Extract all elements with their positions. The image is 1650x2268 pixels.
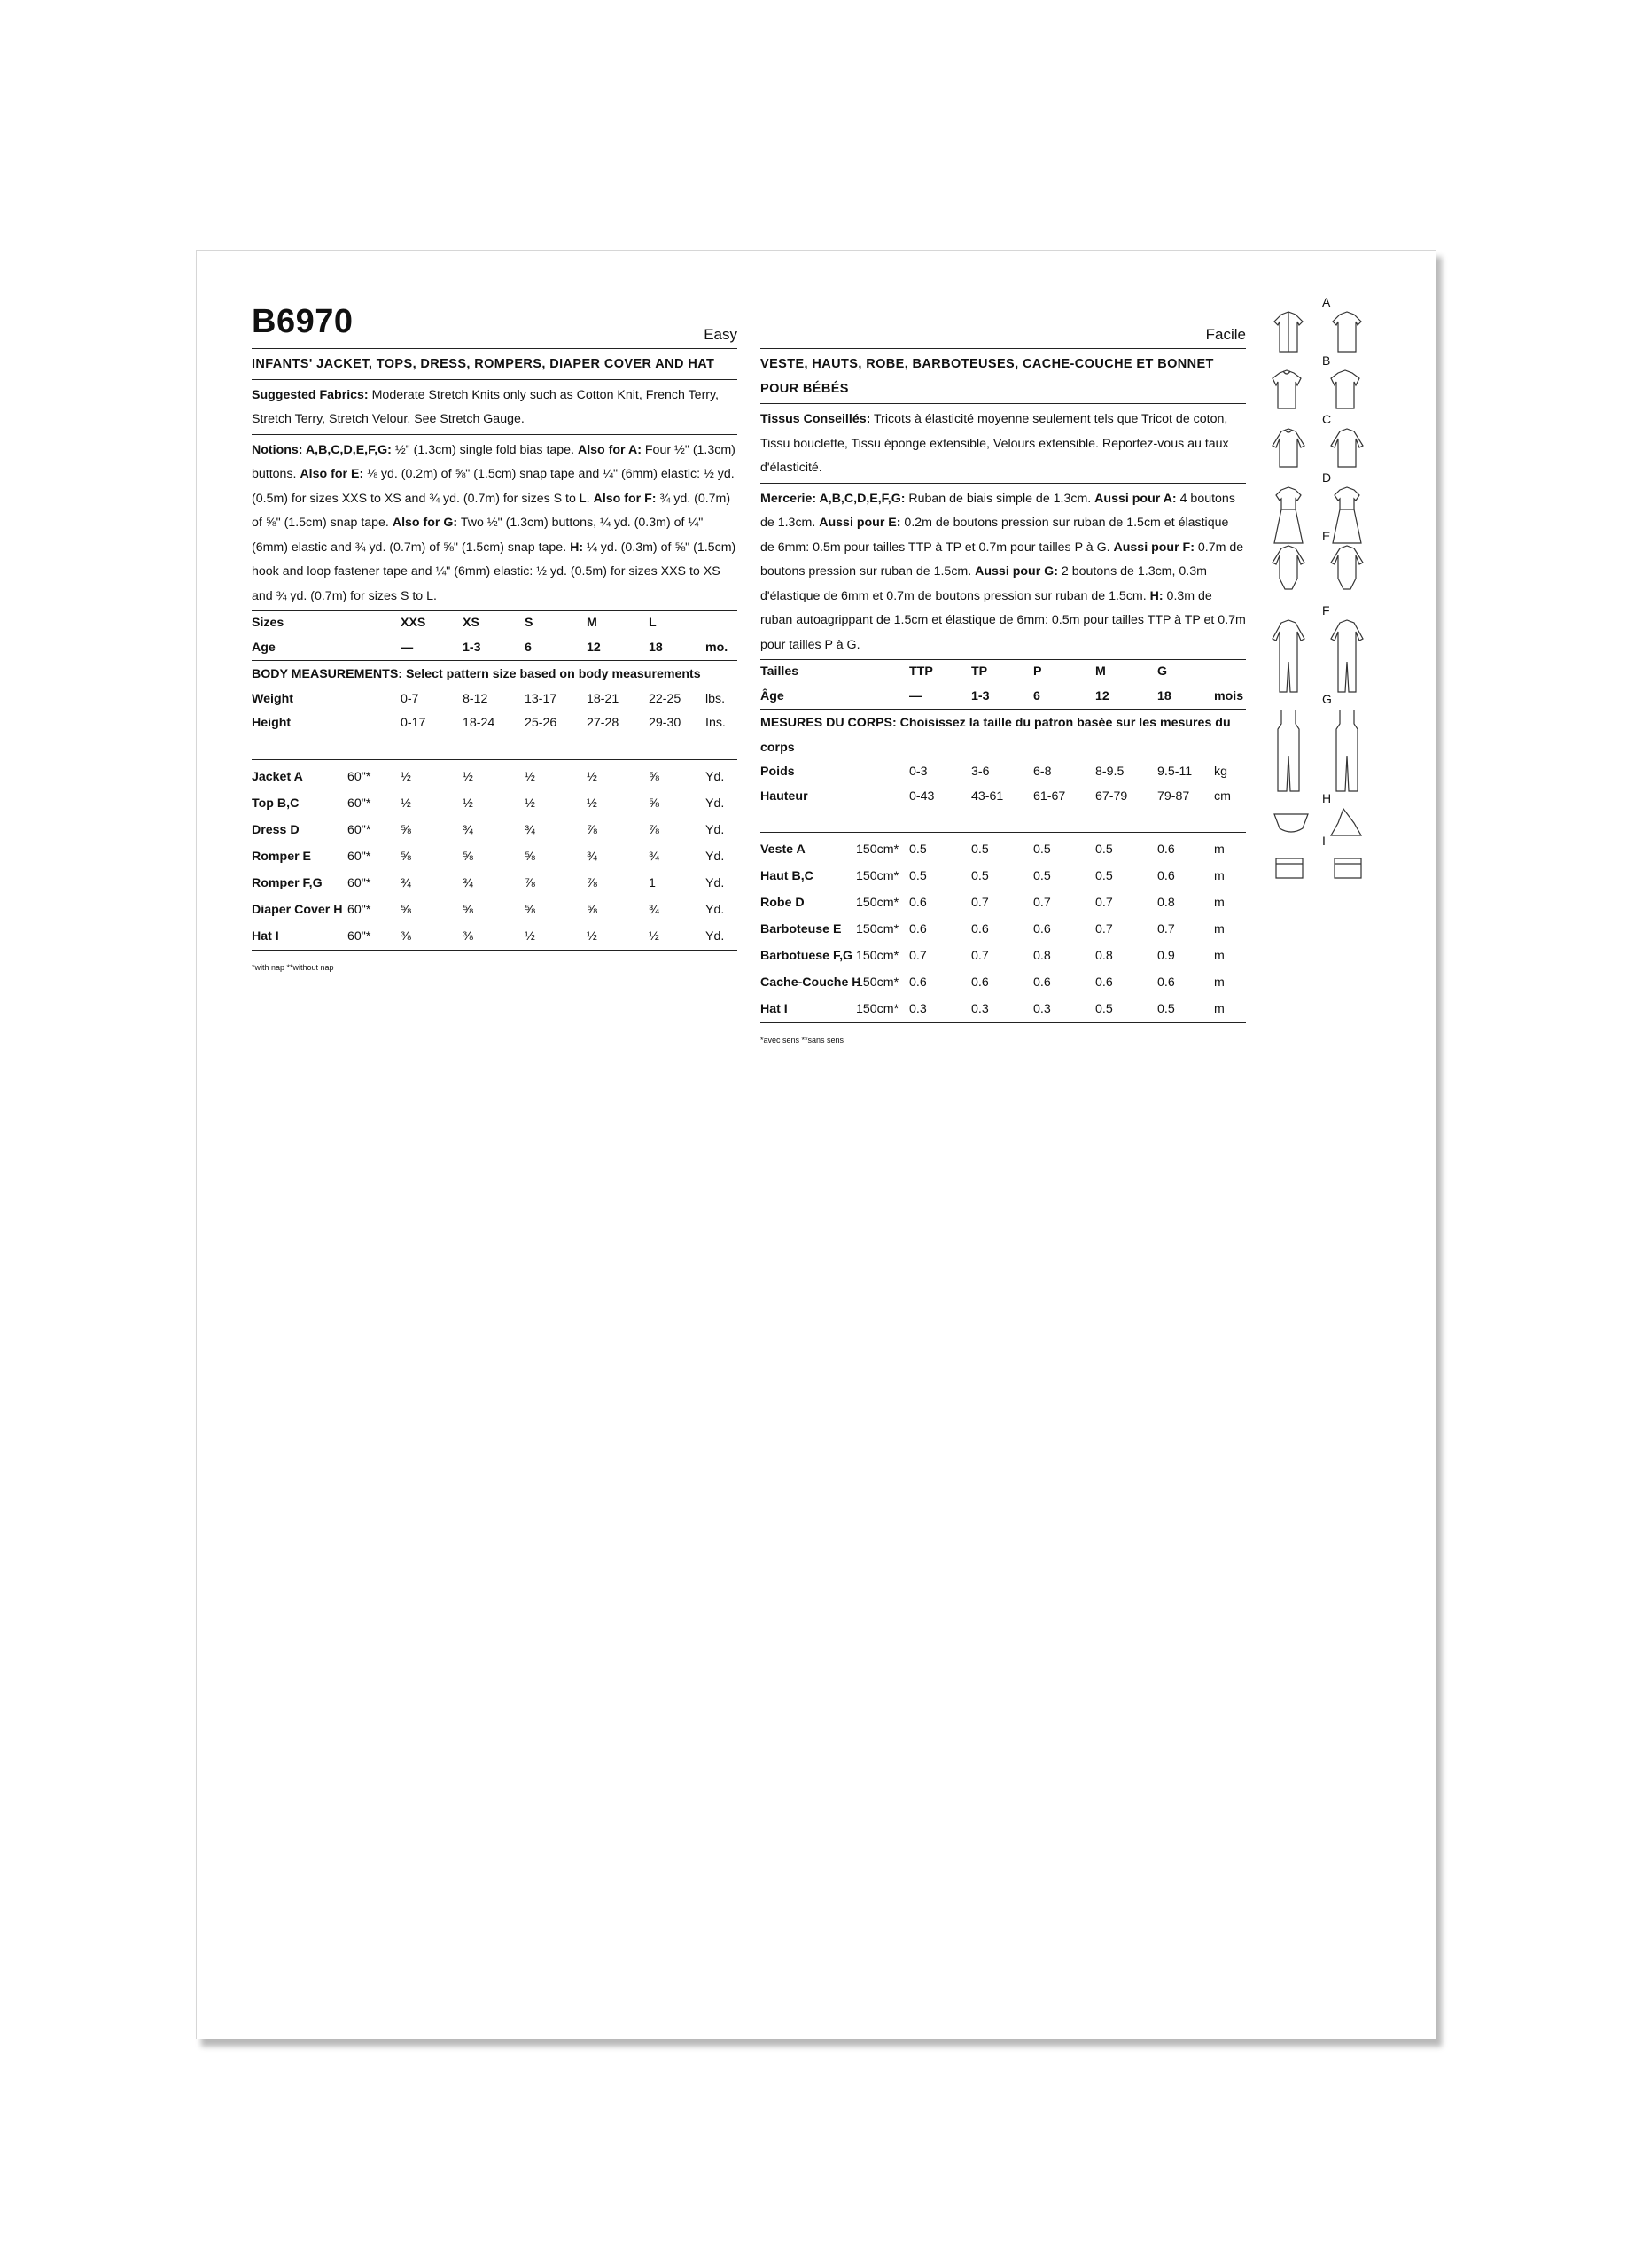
weight-cell: 8-9.5 [1095,765,1125,779]
yardage-unit: Yd. [705,796,725,811]
weight-cell: 0-7 [401,691,419,706]
height-cell: 67-79 [1095,788,1128,804]
yardage-cell: 0.5 [1095,869,1113,883]
also-g-label: Also for G: [392,516,458,530]
also-g-text: Two ½" (1.3cm) buttons, ¼ yd. (0.3m) of ¼" (6mm) elastic and ¾ yd. (0.7m) of ⅝" (1.5cm) snap tape. [252,516,704,555]
fabric-width: 150cm* [856,843,899,857]
yardage-cell: ⅞ [587,875,597,890]
jacket-icon [1269,309,1379,355]
header [252,302,737,349]
yardage-unit: m [1214,922,1225,936]
yardage-unit: Yd. [705,849,725,864]
height-cell: 61-67 [1033,788,1066,804]
also-e-text: ⅛ yd. (0.2m) of ⅝" (1.5cm) snap tape and ¼" (6mm) elastic: ½ yd. (0.5m) for sizes XXS to XS and ¾ yd. (0.7m) for sizes S to L. [252,467,735,506]
yardage-cell: 0.5 [971,869,989,883]
height-cell: 0-17 [401,716,426,730]
view-c [1269,412,1402,476]
fabric-width: 150cm* [856,869,899,883]
age-cell: 6 [525,640,532,655]
garment-name: Dress D [252,822,300,837]
yardage-cell: 0.6 [971,975,989,990]
garment-name: Romper F,G [252,875,323,890]
header [760,302,1246,349]
yardage-cell: ½ [587,769,597,784]
fabric-width: 60"* [347,822,371,837]
view-thumbnails [1269,295,1402,882]
fabrics-text: Tricots à élasticité moyenne seulement tels que Tricot de coton, Tissu bouclette, Tissu éponge extensible, Velours extensible. Reportez-vous au taux d'élasticité. [760,412,1229,475]
yardage-cell: ½ [587,923,649,951]
divider [760,809,1246,833]
age-row [252,636,737,661]
view-letter: A [1322,295,1331,309]
weight-unit: lbs. [705,691,726,706]
also-e-text: 0.2m de boutons pression sur ruban de 1.5cm et élastique de 6mm: 0.5m pour tailles TTP à TP et 0.7m pour tailles P à G. [760,516,1229,555]
yardage-cell: ¾ [525,822,535,837]
footnote: *with nap **without nap [252,962,334,972]
view-letter: B [1322,353,1331,368]
yardage-cell: ⅜ [401,923,463,951]
yardage-cell: 0.6 [909,975,927,990]
body-measurements-heading: MESURES DU CORPS: Choisissez la taille du patron basée sur les mesures du corps [760,709,1246,760]
yardage-cell: ⅞ [525,875,535,890]
divider [252,434,737,435]
pattern-title: VESTE, HAUTS, ROBE, BARBOTEUSES, CACHE-COUCHE ET BONNET POUR BÉBÉS [760,349,1246,404]
garment-name: Jacket A [252,769,303,784]
tshirt-icon [1269,368,1379,414]
view-letter: C [1322,412,1332,426]
age-cell: — [401,640,414,655]
hat-icon [1269,848,1379,883]
weight-label: Poids [760,765,795,779]
fabric-width: 60"* [347,769,371,784]
view-letter: H [1322,791,1332,805]
yardage-cell: ⅝ [525,849,535,864]
garment-name: Hat I [252,923,347,951]
height-cell: 43-61 [971,788,1004,804]
age-unit: mois [1214,688,1244,703]
yardage-cell: 0.5 [971,843,989,857]
height-label: Height [252,716,292,730]
size-cell: TTP [909,664,933,679]
view-b [1269,353,1402,417]
age-cell: 12 [587,640,601,655]
bodysuit-icon [1269,543,1379,596]
yardage-cell: 0.6 [1033,922,1051,936]
overalls-icon [1269,706,1379,798]
notions-text: ½" (1.3cm) single fold bias tape. [391,442,578,457]
view-letter: D [1322,470,1332,485]
garment-name: Haut B,C [760,869,813,883]
also-f-label: Aussi pour F: [1113,540,1195,555]
yardage-cell: 0.7 [909,949,927,963]
yardage-cell: 0.5 [1033,869,1051,883]
yardage-table [760,836,1246,1023]
view-d [1269,470,1402,534]
age-cell: 18 [1157,688,1171,703]
also-f-text: ¾ yd. (0.7m) of ⅝" (1.5cm) snap tape. [252,491,731,530]
age-cell: 1-3 [463,640,481,655]
divider [760,483,1246,484]
yardage-unit: m [1214,843,1225,857]
yardage-cell: 0.5 [909,843,927,857]
fabric-width: 60"* [347,902,371,917]
yardage-cell: ½ [587,796,597,811]
yardage-cell: ⅞ [587,822,597,837]
yardage-cell: ½ [401,796,411,811]
fabric-width: 150cm* [856,996,909,1023]
yardage-cell: ¾ [463,875,473,890]
yardage-cell: 0.7 [1033,896,1051,910]
height-cell: 25-26 [525,716,557,730]
view-i [1269,834,1402,882]
yardage-table [252,764,737,951]
body-measurements-heading: BODY MEASUREMENTS: Select pattern size based on body measurements [252,660,737,687]
garment-name: Barboteuse E [760,922,842,936]
yardage-unit: Yd. [705,902,725,917]
garment-name: Top B,C [252,796,300,811]
garment-name: Romper E [252,849,312,864]
yardage-cell: 0.3 [1033,996,1095,1023]
age-label: Âge [760,688,784,703]
height-cell: 27-28 [587,716,619,730]
size-cell: S [525,616,533,630]
fabrics-text: Moderate Stretch Knits only such as Cotton Knit, French Terry, Stretch Terry, Stretch Velour. See Stretch Gauge. [252,387,719,426]
weight-cell: 9.5-11 [1157,765,1193,779]
view-f [1269,603,1402,697]
height-label: Hauteur [760,788,808,804]
view-e [1269,529,1402,609]
yardage-cell: 0.8 [1095,949,1113,963]
yardage-cell: 0.5 [1033,843,1051,857]
yardage-unit: m [1214,949,1225,963]
yardage-cell: 0.6 [1033,975,1051,990]
fabric-width: 60"* [347,923,401,951]
pattern-title: INFANTS' JACKET, TOPS, DRESS, ROMPERS, DIAPER COVER AND HAT [252,349,737,380]
view-letter: F [1322,603,1330,617]
yardage-cell: ½ [525,923,587,951]
yardage-cell: 0.6 [1157,869,1175,883]
garment-name: Barbotuese F,G [760,949,853,963]
size-cell: XXS [401,616,426,630]
yardage-cell: ½ [463,769,473,784]
pattern-sheet [196,250,1436,2039]
yardage-unit: Yd. [705,769,725,784]
weight-row [252,687,737,712]
yardage-cell: 0.7 [1095,896,1113,910]
french-column [760,302,1246,1053]
difficulty-level: Facile [1205,325,1246,343]
romper-long-icon [1269,617,1379,697]
yardage-cell: ¾ [649,902,659,917]
height-cell: 18-24 [463,716,495,730]
footnote: *avec sens **sans sens [760,1036,844,1045]
view-letter: G [1322,692,1332,706]
yardage-cell: 0.6 [1157,975,1175,990]
also-a-text: Four ½" (1.3cm) buttons. [252,442,735,481]
yardage-cell: 0.8 [1033,949,1051,963]
weight-cell: 13-17 [525,691,557,706]
pattern-number: B6970 [252,303,354,340]
also-f-text: 0.7m de boutons pression sur ruban de 1.5cm. [760,540,1244,579]
age-unit: mo. [705,640,728,655]
also-a-text: 4 boutons de 1.3cm. [760,491,1235,530]
yardage-unit: m [1214,896,1225,910]
yardage-cell: 0.5 [1095,996,1157,1023]
yardage-cell: ¾ [401,875,411,890]
age-cell: 18 [649,640,663,655]
height-unit: Ins. [705,716,726,730]
yardage-cell: ⅝ [401,849,411,864]
also-f-label: Also for F: [593,491,657,506]
divider [252,736,737,760]
fabrics-paragraph [760,408,1246,481]
age-cell: 6 [1033,688,1040,703]
view-letter: E [1322,529,1331,543]
size-cell: L [649,616,657,630]
yardage-unit: Yd. [705,875,725,890]
yardage-cell: ⅝ [649,769,659,784]
weight-cell: 22-25 [649,691,681,706]
fabric-width: 150cm* [856,896,899,910]
yardage-cell: ½ [649,923,705,951]
sizes-row [252,611,737,636]
yardage-cell: ⅝ [401,822,411,837]
height-cell: 79-87 [1157,788,1190,804]
yardage-cell: ⅝ [401,902,411,917]
yardage-cell: 0.8 [1157,896,1175,910]
yardage-unit: m [1214,869,1225,883]
fabrics-label: Tissus Conseillés: [760,412,871,426]
age-cell: 12 [1095,688,1109,703]
weight-cell: 18-21 [587,691,619,706]
notions-text: Ruban de biais simple de 1.3cm. [905,491,1095,506]
also-g-label: Aussi pour G: [975,564,1058,579]
h-label: H: [1149,588,1164,603]
notions-paragraph [760,487,1246,658]
fabric-width: 60"* [347,796,371,811]
age-row [760,685,1246,710]
age-cell: 1-3 [971,688,990,703]
yardage-cell: ½ [463,796,473,811]
sizes-label: Sizes [252,616,284,630]
fabric-width: 60"* [347,875,371,890]
yardage-cell: ¾ [649,849,659,864]
yardage-cell: ¾ [587,849,597,864]
fabric-width: 60"* [347,849,371,864]
yardage-cell: 0.7 [1157,922,1175,936]
notions-label: Notions: A,B,C,D,E,F,G: [252,442,392,457]
yardage-cell: 0.3 [909,996,971,1023]
also-e-label: Also for E: [300,467,364,481]
difficulty-level: Easy [704,325,737,343]
fabric-width: 150cm* [856,949,899,963]
yardage-cell: 0.6 [909,922,927,936]
yardage-unit: m [1214,996,1246,1023]
size-cell: P [1033,664,1042,679]
yardage-cell: ⅝ [587,902,597,917]
weight-unit: kg [1214,765,1227,779]
size-cell: M [1095,664,1106,679]
view-h [1269,791,1402,839]
view-letter: I [1322,834,1326,848]
notions-paragraph [252,439,737,610]
height-cell: 29-30 [649,716,681,730]
weight-cell: 0-3 [909,765,928,779]
yardage-cell: 0.7 [1095,922,1113,936]
yardage-cell: ⅝ [525,902,535,917]
h-label: H: [570,540,584,555]
size-cell: XS [463,616,479,630]
fabrics-label: Suggested Fabrics: [252,387,369,402]
weight-label: Weight [252,691,294,706]
garment-name: Hat I [760,996,856,1023]
view-g [1269,692,1402,796]
sizes-label: Tailles [760,664,799,679]
weight-cell: 3-6 [971,765,990,779]
yardage-cell: ½ [401,769,411,784]
yardage-cell: 1 [649,875,656,890]
yardage-cell: ⅝ [649,796,659,811]
size-cell: G [1157,664,1168,679]
fabric-width: 150cm* [856,922,899,936]
weight-row [760,760,1246,785]
yardage-cell: 0.9 [1157,949,1175,963]
notions-label: Mercerie: A,B,C,D,E,F,G: [760,491,906,506]
height-cell: 0-43 [909,788,935,804]
yardage-cell: 0.6 [909,896,927,910]
english-column [252,302,737,980]
yardage-cell: 0.7 [971,896,989,910]
size-cell: TP [971,664,988,679]
age-cell: — [909,688,922,703]
height-unit: cm [1214,788,1231,804]
yardage-cell: ⅝ [463,902,473,917]
view-a [1269,295,1402,359]
garment-name: Robe D [760,896,805,910]
yardage-cell: ½ [525,796,535,811]
yardage-cell: 0.6 [971,922,989,936]
yardage-cell: ⅜ [463,923,525,951]
yardage-cell: ½ [525,769,535,784]
h-text: ¼ yd. (0.3m) of ⅝" (1.5cm) hook and loop fastener tape and ¼" (6mm) elastic: ½ yd. (0.5m) for sizes XXS to XS and ¾ yd. (0.7m) for sizes S to L. [252,540,736,603]
garment-name: Veste A [760,843,806,857]
yardage-unit: m [1214,975,1225,990]
fabric-width: 150cm* [856,975,899,990]
also-e-label: Aussi pour E: [819,516,901,530]
yardage-cell: ⅝ [463,849,473,864]
height-row [252,711,737,736]
yardage-cell: 0.5 [1095,843,1113,857]
garment-name: Cache-Couche H [760,975,861,990]
weight-cell: 6-8 [1033,765,1052,779]
yardage-cell: 0.6 [1157,843,1175,857]
sizes-row [760,660,1246,685]
yardage-cell: 0.3 [971,996,1033,1023]
also-a-label: Also for A: [577,442,642,457]
fabrics-paragraph [252,384,737,432]
yardage-cell: ¾ [463,822,473,837]
weight-cell: 8-12 [463,691,488,706]
also-a-label: Aussi pour A: [1094,491,1177,506]
yardage-unit: Yd. [705,923,737,951]
yardage-cell: 0.6 [1095,975,1113,990]
yardage-unit: Yd. [705,822,725,837]
h-text: 0.3m de ruban autoagrippant de 1.5cm et élastique de 6mm: 0.5m pour tailles TTP à TP et 0.7m pour tailles P à G. [760,588,1246,652]
yardage-cell: 0.7 [971,949,989,963]
yardage-cell: ⅞ [649,822,659,837]
size-cell: M [587,616,597,630]
yardage-cell: 0.5 [909,869,927,883]
also-g-text: 2 boutons de 1.3cm, 0.3m d'élastique de 6mm et 0.7m de boutons pression sur ruban de 1.5cm. [760,564,1207,603]
height-row [760,785,1246,810]
longsleeve-top-icon [1269,426,1379,472]
yardage-cell: 0.5 [1157,996,1214,1023]
age-label: Age [252,640,276,655]
garment-name: Diaper Cover H [252,902,343,917]
